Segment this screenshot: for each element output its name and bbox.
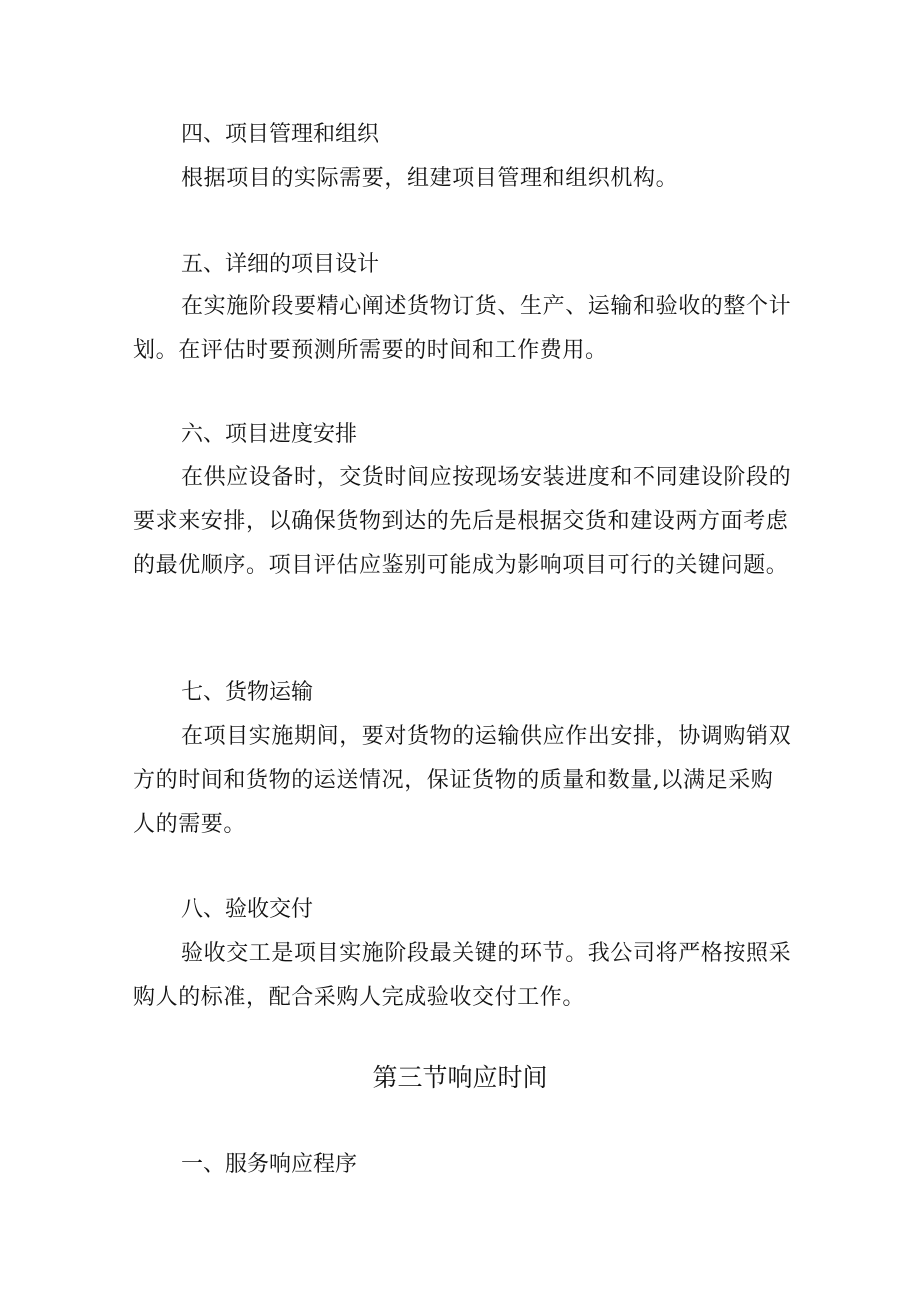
paragraph-project-management: 根据项目的实际需要，组建项目管理和组织机构。 [181, 166, 679, 191]
heading-service-response: 一、服务响应程序 [181, 1152, 358, 1177]
section-title: 第三节响应时间 [372, 1063, 548, 1092]
heading-project-management: 四、项目管理和组织 [181, 122, 380, 147]
paragraph-schedule: 在供应设备时，交货时间应按现场安装进度和不同建设阶段的要求来安排，以确保货物到达的先后是根据交货和建设两方面考虑的最优顺序。项目评估应鉴别可能成为影响项目可行的关键问题。 [133, 465, 792, 578]
paragraph-transport: 在项目实施期间，要对货物的运输供应作出安排，协调购销双方的时间和货物的运送情况，保证货物的质量和数量,以满足采购人的需要。 [133, 724, 792, 837]
heading-project-design: 五、详细的项目设计 [181, 252, 380, 277]
heading-transport: 七、货物运输 [181, 680, 314, 705]
paragraph-acceptance: 验收交工是项目实施阶段最关键的环节。我公司将严格按照采购人的标准，配合采购人完成验收交付工作。 [133, 941, 792, 1010]
paragraph-project-design: 在实施阶段要精心阐述货物订货、生产、运输和验收的整个计划。在评估时要预测所需要的时间和工作费用。 [133, 294, 792, 363]
heading-schedule: 六、项目进度安排 [181, 422, 358, 447]
heading-acceptance: 八、验收交付 [181, 897, 314, 922]
